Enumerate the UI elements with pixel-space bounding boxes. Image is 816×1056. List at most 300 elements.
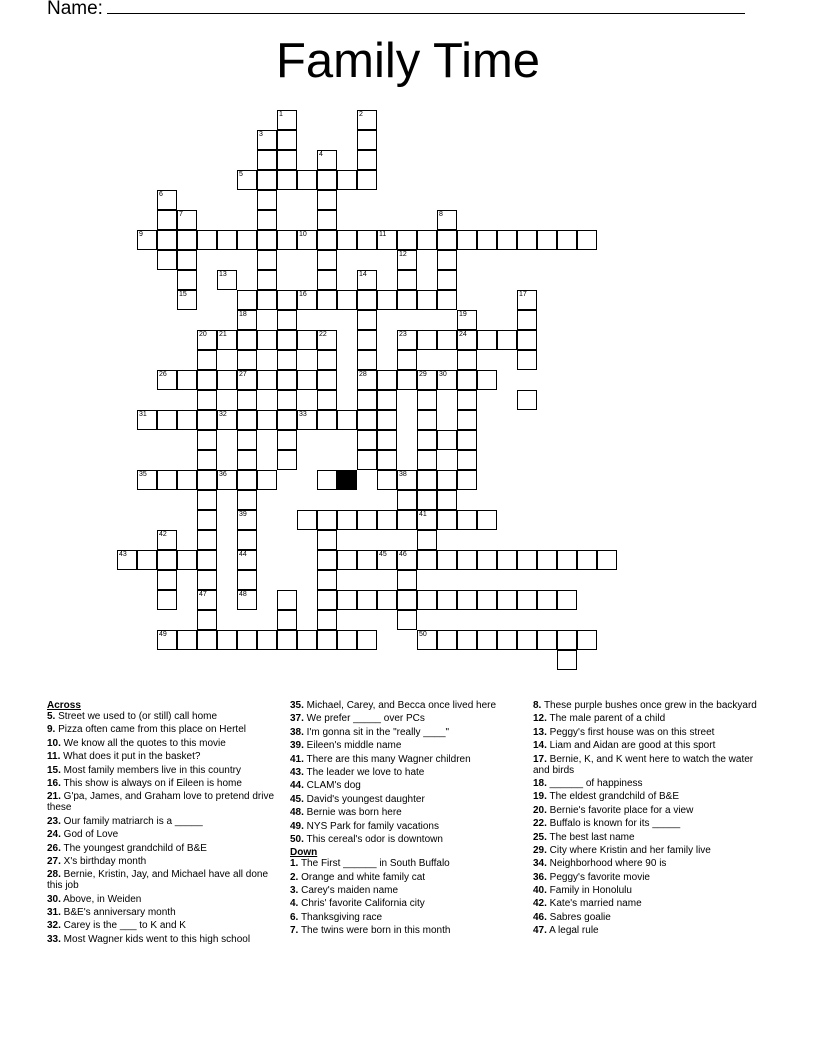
- clue-item-number: 22.: [533, 818, 547, 830]
- grid-cell[interactable]: [317, 250, 337, 270]
- grid-cell[interactable]: [497, 330, 517, 350]
- grid-cell[interactable]: [357, 350, 377, 370]
- grid-cell[interactable]: [217, 270, 237, 290]
- grid-cell[interactable]: [157, 550, 177, 570]
- grid-cell[interactable]: [517, 350, 537, 370]
- grid-cell[interactable]: [457, 310, 477, 330]
- clue-number: 27: [239, 371, 247, 378]
- grid-cell[interactable]: [477, 630, 497, 650]
- grid-cell[interactable]: [197, 530, 217, 550]
- clue-item-text: Family in Honolulu: [546, 885, 632, 897]
- grid-cell[interactable]: [317, 390, 337, 410]
- grid-cell[interactable]: [577, 550, 597, 570]
- grid-cell[interactable]: [577, 230, 597, 250]
- grid-cell[interactable]: [417, 290, 437, 310]
- grid-cell[interactable]: [517, 590, 537, 610]
- clue-number: 3: [259, 131, 263, 138]
- grid-cell[interactable]: [377, 430, 397, 450]
- grid-cell[interactable]: [137, 230, 157, 250]
- clue-item-number: 24.: [47, 829, 61, 841]
- grid-cell[interactable]: [397, 470, 417, 490]
- clue-item: [533, 713, 768, 724]
- grid-cell[interactable]: [457, 350, 477, 370]
- grid-cell[interactable]: [257, 630, 277, 650]
- grid-cell[interactable]: [197, 590, 217, 610]
- grid-cell[interactable]: [237, 290, 257, 310]
- grid-cell[interactable]: [557, 650, 577, 670]
- grid-cell[interactable]: [457, 370, 477, 390]
- grid-cell[interactable]: [257, 190, 277, 210]
- grid-cell[interactable]: [437, 270, 457, 290]
- grid-cell[interactable]: [357, 150, 377, 170]
- grid-cell[interactable]: [457, 390, 477, 410]
- grid-cell[interactable]: [277, 330, 297, 350]
- grid-cell[interactable]: [157, 570, 177, 590]
- grid-cell[interactable]: [397, 350, 417, 370]
- grid-cell[interactable]: [237, 510, 257, 530]
- grid-cell[interactable]: [257, 410, 277, 430]
- grid-cell[interactable]: [437, 490, 457, 510]
- grid-cell[interactable]: [137, 550, 157, 570]
- grid-cell[interactable]: [237, 370, 257, 390]
- grid-cell[interactable]: [377, 230, 397, 250]
- grid-cell[interactable]: [457, 450, 477, 470]
- grid-cell[interactable]: [497, 230, 517, 250]
- grid-cell[interactable]: [437, 630, 457, 650]
- grid-cell[interactable]: [497, 550, 517, 570]
- grid-cell[interactable]: [317, 270, 337, 290]
- clue-item: [47, 829, 277, 840]
- grid-cell[interactable]: [337, 590, 357, 610]
- clue-item-number: 30.: [47, 893, 61, 905]
- grid-cell[interactable]: [357, 430, 377, 450]
- clue-number: 11: [379, 231, 387, 238]
- grid-cell[interactable]: [237, 330, 257, 350]
- grid-cell[interactable]: [357, 590, 377, 610]
- grid-cell[interactable]: [237, 590, 257, 610]
- grid-cell[interactable]: [457, 410, 477, 430]
- grid-cell[interactable]: [337, 230, 357, 250]
- grid-cell[interactable]: [337, 550, 357, 570]
- grid-cell[interactable]: [237, 350, 257, 370]
- grid-cell[interactable]: [397, 230, 417, 250]
- grid-cell[interactable]: [257, 290, 277, 310]
- clue-item: [47, 856, 277, 867]
- grid-cell[interactable]: [317, 190, 337, 210]
- grid-cell[interactable]: [437, 370, 457, 390]
- grid-cell[interactable]: [477, 510, 497, 530]
- grid-cell[interactable]: [297, 370, 317, 390]
- grid-cell[interactable]: [437, 590, 457, 610]
- grid-cell[interactable]: [177, 250, 197, 270]
- grid-cell[interactable]: [317, 630, 337, 650]
- grid-cell[interactable]: [437, 510, 457, 530]
- grid-cell[interactable]: [317, 570, 337, 590]
- grid-cell[interactable]: [137, 470, 157, 490]
- grid-cell[interactable]: [237, 570, 257, 590]
- grid-cell[interactable]: [157, 630, 177, 650]
- grid-cell[interactable]: [237, 550, 257, 570]
- grid-cell[interactable]: [157, 410, 177, 430]
- grid-cell[interactable]: [357, 110, 377, 130]
- grid-cell[interactable]: [457, 590, 477, 610]
- grid-cell[interactable]: [277, 630, 297, 650]
- grid-cell[interactable]: [377, 410, 397, 430]
- grid-cell[interactable]: [197, 410, 217, 430]
- grid-cell[interactable]: [237, 170, 257, 190]
- grid-cell[interactable]: [237, 470, 257, 490]
- grid-cell[interactable]: [517, 330, 537, 350]
- grid-cell[interactable]: [317, 470, 337, 490]
- grid-cell[interactable]: [477, 230, 497, 250]
- grid-cell[interactable]: [157, 210, 177, 230]
- grid-cell[interactable]: [297, 230, 317, 250]
- grid-cell[interactable]: [337, 510, 357, 530]
- grid-cell[interactable]: [397, 610, 417, 630]
- clue-item-number: 9.: [47, 724, 56, 736]
- grid-cell[interactable]: [277, 450, 297, 470]
- grid-cell[interactable]: [397, 270, 417, 290]
- grid-cell[interactable]: [537, 230, 557, 250]
- clue-item-text: The male parent of a child: [546, 713, 666, 725]
- grid-cell[interactable]: [417, 330, 437, 350]
- grid-cell[interactable]: [197, 510, 217, 530]
- grid-cell[interactable]: [237, 490, 257, 510]
- grid-cell[interactable]: [337, 290, 357, 310]
- grid-cell[interactable]: [317, 330, 337, 350]
- grid-cell[interactable]: [357, 330, 377, 350]
- grid-cell[interactable]: [357, 410, 377, 430]
- grid-cell[interactable]: [257, 370, 277, 390]
- grid-cell[interactable]: [397, 290, 417, 310]
- grid-cell[interactable]: [297, 330, 317, 350]
- grid-cell[interactable]: [457, 510, 477, 530]
- grid-cell[interactable]: [577, 630, 597, 650]
- grid-cell[interactable]: [177, 630, 197, 650]
- grid-cell[interactable]: [377, 590, 397, 610]
- grid-cell[interactable]: [437, 330, 457, 350]
- grid-cell[interactable]: [497, 590, 517, 610]
- grid-cell[interactable]: [277, 310, 297, 330]
- grid-cell[interactable]: [177, 290, 197, 310]
- clue-number: 1: [279, 111, 283, 118]
- grid-cell[interactable]: [537, 590, 557, 610]
- grid-cell[interactable]: [257, 130, 277, 150]
- grid-cell[interactable]: [257, 470, 277, 490]
- grid-cell[interactable]: [377, 390, 397, 410]
- grid-cell[interactable]: [297, 410, 317, 430]
- grid-cell[interactable]: [317, 610, 337, 630]
- grid-cell[interactable]: [197, 230, 217, 250]
- clue-item-number: 26.: [47, 842, 61, 854]
- grid-cell[interactable]: [437, 430, 457, 450]
- grid-cell[interactable]: [437, 470, 457, 490]
- grid-cell[interactable]: [317, 230, 337, 250]
- grid-cell[interactable]: [357, 370, 377, 390]
- clue-number: 22: [319, 331, 327, 338]
- grid-cell[interactable]: [197, 390, 217, 410]
- grid-cell[interactable]: [417, 490, 437, 510]
- grid-cell[interactable]: [277, 150, 297, 170]
- grid-cell[interactable]: [177, 230, 197, 250]
- grid-cell[interactable]: [117, 550, 137, 570]
- grid-cell[interactable]: [217, 230, 237, 250]
- clue-number: 14: [359, 271, 367, 278]
- clue-item-number: 25.: [533, 831, 547, 843]
- grid-cell[interactable]: [257, 170, 277, 190]
- grid-cell[interactable]: [317, 530, 337, 550]
- grid-cell[interactable]: [417, 590, 437, 610]
- grid-cell[interactable]: [457, 470, 477, 490]
- clue-number: 41: [419, 511, 427, 518]
- grid-cell[interactable]: [297, 510, 317, 530]
- grid-cell[interactable]: [377, 290, 397, 310]
- grid-cell[interactable]: [277, 610, 297, 630]
- grid-cell[interactable]: [397, 510, 417, 530]
- grid-cell[interactable]: [597, 550, 617, 570]
- grid-cell[interactable]: [417, 450, 437, 470]
- grid-cell[interactable]: [317, 510, 337, 530]
- grid-cell[interactable]: [417, 390, 437, 410]
- grid-cell[interactable]: [237, 230, 257, 250]
- clue-item-number: 43.: [290, 766, 304, 778]
- clue-item: [533, 818, 768, 829]
- grid-cell[interactable]: [217, 330, 237, 350]
- grid-cell[interactable]: [197, 450, 217, 470]
- grid-cell[interactable]: [197, 330, 217, 350]
- grid-cell[interactable]: [537, 550, 557, 570]
- grid-cell[interactable]: [257, 230, 277, 250]
- grid-cell[interactable]: [237, 310, 257, 330]
- clue-item: [290, 754, 510, 765]
- grid-cell[interactable]: [377, 370, 397, 390]
- grid-cell[interactable]: [337, 170, 357, 190]
- grid-cell[interactable]: [417, 370, 437, 390]
- grid-cell[interactable]: [517, 290, 537, 310]
- clue-item: [533, 791, 768, 802]
- grid-cell[interactable]: [437, 230, 457, 250]
- grid-cell[interactable]: [157, 590, 177, 610]
- grid-cell[interactable]: [317, 590, 337, 610]
- grid-cell[interactable]: [177, 370, 197, 390]
- grid-cell[interactable]: [417, 470, 437, 490]
- grid-cell[interactable]: [357, 290, 377, 310]
- grid-cell[interactable]: [357, 310, 377, 330]
- grid-cell[interactable]: [217, 370, 237, 390]
- grid-cell[interactable]: [257, 270, 277, 290]
- grid-cell[interactable]: [357, 550, 377, 570]
- grid-cell[interactable]: [197, 350, 217, 370]
- grid-cell[interactable]: [277, 390, 297, 410]
- grid-cell[interactable]: [237, 530, 257, 550]
- grid-cell[interactable]: [237, 450, 257, 470]
- grid-cell[interactable]: [357, 510, 377, 530]
- grid-cell[interactable]: [497, 630, 517, 650]
- grid-cell[interactable]: [317, 370, 337, 390]
- grid-cell[interactable]: [237, 390, 257, 410]
- grid-cell[interactable]: [277, 350, 297, 370]
- grid-cell[interactable]: [197, 610, 217, 630]
- grid-cell[interactable]: [377, 470, 397, 490]
- grid-cell[interactable]: [277, 410, 297, 430]
- clue-item-number: 15.: [47, 764, 61, 776]
- grid-cell[interactable]: [517, 550, 537, 570]
- clue-number: 9: [139, 231, 143, 238]
- clue-item: [533, 925, 768, 936]
- grid-cell[interactable]: [397, 550, 417, 570]
- grid-cell[interactable]: [477, 590, 497, 610]
- grid-cell[interactable]: [277, 130, 297, 150]
- clue-item-number: 48.: [290, 807, 304, 819]
- grid-cell[interactable]: [517, 390, 537, 410]
- grid-cell[interactable]: [277, 290, 297, 310]
- grid-cell[interactable]: [157, 230, 177, 250]
- grid-cell[interactable]: [197, 570, 217, 590]
- grid-cell[interactable]: [137, 410, 157, 430]
- grid-cell[interactable]: [477, 550, 497, 570]
- grid-cell[interactable]: [377, 510, 397, 530]
- grid-cell[interactable]: [197, 370, 217, 390]
- grid-cell[interactable]: [197, 550, 217, 570]
- grid-cell[interactable]: [457, 330, 477, 350]
- grid-cell[interactable]: [177, 550, 197, 570]
- grid-cell[interactable]: [377, 550, 397, 570]
- grid-cell[interactable]: [417, 630, 437, 650]
- grid-cell[interactable]: [257, 150, 277, 170]
- grid-cell[interactable]: [197, 630, 217, 650]
- grid-cell[interactable]: [397, 570, 417, 590]
- grid-cell[interactable]: [397, 490, 417, 510]
- grid-cell[interactable]: [317, 150, 337, 170]
- grid-cell[interactable]: [357, 170, 377, 190]
- grid-cell[interactable]: [177, 270, 197, 290]
- grid-cell[interactable]: [557, 630, 577, 650]
- grid-cell[interactable]: [317, 550, 337, 570]
- grid-cell[interactable]: [437, 210, 457, 230]
- clue-item-number: 44.: [290, 780, 304, 792]
- grid-cell[interactable]: [317, 350, 337, 370]
- grid-cell[interactable]: [277, 590, 297, 610]
- grid-cell[interactable]: [157, 190, 177, 210]
- grid-cell[interactable]: [357, 230, 377, 250]
- grid-cell[interactable]: [157, 530, 177, 550]
- grid-cell[interactable]: [297, 630, 317, 650]
- grid-cell[interactable]: [417, 230, 437, 250]
- clue-number: 19: [459, 311, 467, 318]
- grid-cell[interactable]: [357, 630, 377, 650]
- grid-cell[interactable]: [417, 410, 437, 430]
- grid-cell[interactable]: [277, 170, 297, 190]
- grid-cell[interactable]: [557, 230, 577, 250]
- grid-cell[interactable]: [177, 410, 197, 430]
- grid-cell[interactable]: [237, 430, 257, 450]
- clue-number: 36: [219, 471, 227, 478]
- grid-cell[interactable]: [197, 490, 217, 510]
- grid-cell[interactable]: [277, 430, 297, 450]
- grid-cell[interactable]: [337, 630, 357, 650]
- grid-cell[interactable]: [157, 370, 177, 390]
- grid-cell[interactable]: [277, 370, 297, 390]
- grid-cell[interactable]: [177, 470, 197, 490]
- grid-cell[interactable]: [437, 550, 457, 570]
- grid-cell[interactable]: [157, 470, 177, 490]
- grid-cell[interactable]: [417, 430, 437, 450]
- grid-cell[interactable]: [417, 530, 437, 550]
- clue-item: [290, 780, 510, 791]
- clue-item-text: Bernie, K, and K went here to watch the water and birds: [533, 753, 754, 776]
- grid-cell[interactable]: [317, 410, 337, 430]
- grid-cell[interactable]: [397, 250, 417, 270]
- clue-item-text: Orange and white family cat: [298, 871, 426, 883]
- grid-cell[interactable]: [297, 170, 317, 190]
- grid-cell[interactable]: [357, 390, 377, 410]
- grid-cell[interactable]: [257, 330, 277, 350]
- clue-number: 8: [439, 211, 443, 218]
- grid-cell[interactable]: [417, 550, 437, 570]
- clue-item-number: 23.: [47, 815, 61, 827]
- grid-cell[interactable]: [517, 310, 537, 330]
- grid-cell[interactable]: [517, 630, 537, 650]
- grid-cell[interactable]: [257, 210, 277, 230]
- grid-cell[interactable]: [277, 230, 297, 250]
- grid-cell[interactable]: [537, 630, 557, 650]
- grid-cell[interactable]: [237, 410, 257, 430]
- grid-cell[interactable]: [197, 430, 217, 450]
- clue-item: [533, 832, 768, 843]
- grid-cell[interactable]: [317, 290, 337, 310]
- grid-cell[interactable]: [257, 250, 277, 270]
- grid-cell[interactable]: [397, 330, 417, 350]
- clue-item-number: 8.: [533, 700, 542, 711]
- grid-cell[interactable]: [437, 290, 457, 310]
- grid-cell[interactable]: [457, 230, 477, 250]
- grid-cell[interactable]: [217, 630, 237, 650]
- grid-cell[interactable]: [377, 450, 397, 470]
- grid-cell[interactable]: [557, 590, 577, 610]
- grid-cell[interactable]: [217, 410, 237, 430]
- grid-cell[interactable]: [357, 130, 377, 150]
- grid-cell[interactable]: [297, 290, 317, 310]
- grid-cell[interactable]: [477, 370, 497, 390]
- grid-cell[interactable]: [317, 170, 337, 190]
- clue-item: [290, 912, 510, 923]
- grid-cell[interactable]: [197, 470, 217, 490]
- grid-cell[interactable]: [397, 370, 417, 390]
- grid-cell[interactable]: [277, 110, 297, 130]
- grid-cell[interactable]: [317, 210, 337, 230]
- clue-number: 23: [399, 331, 407, 338]
- grid-cell[interactable]: [217, 470, 237, 490]
- grid-cell[interactable]: [477, 330, 497, 350]
- clue-item: [290, 700, 510, 711]
- clue-number: 29: [419, 371, 427, 378]
- grid-cell[interactable]: [177, 210, 197, 230]
- grid-cell[interactable]: [357, 450, 377, 470]
- grid-cell[interactable]: [517, 230, 537, 250]
- grid-cell[interactable]: [357, 270, 377, 290]
- grid-cell[interactable]: [457, 430, 477, 450]
- grid-cell[interactable]: [457, 630, 477, 650]
- clue-number: 10: [299, 231, 307, 238]
- grid-cell[interactable]: [437, 250, 457, 270]
- grid-cell[interactable]: [417, 510, 437, 530]
- grid-cell[interactable]: [397, 590, 417, 610]
- grid-cell[interactable]: [237, 630, 257, 650]
- grid-cell[interactable]: [337, 410, 357, 430]
- grid-cell[interactable]: [457, 550, 477, 570]
- grid-cell[interactable]: [157, 250, 177, 270]
- grid-cell[interactable]: [557, 550, 577, 570]
